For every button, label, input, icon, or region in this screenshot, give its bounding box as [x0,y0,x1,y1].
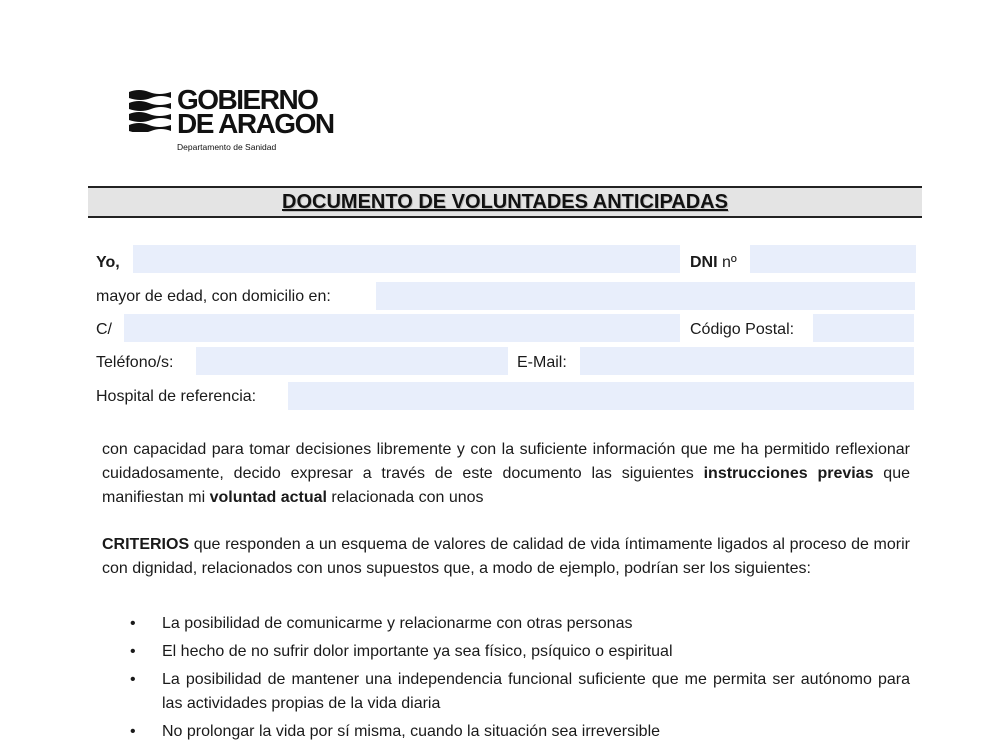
logo-line-1: GOBIERNO [177,84,318,115]
email-label: E-Mail: [517,354,567,371]
domicilio-label: mayor de edad, con domicilio en: [96,288,331,305]
criteria-list [130,612,910,748]
list-item: • El hecho de no sufrir dolor importante ya sea físico, psíquico o espiritual [130,640,910,664]
document-title: DOCUMENTO DE VOLUNTADES ANTICIPADAS [282,191,728,213]
hospital-label: Hospital de referencia: [96,388,257,405]
dni-field[interactable] [750,245,916,273]
telefono-field[interactable] [196,347,508,375]
calle-label: C/ [96,321,112,338]
aragon-stripes-icon [127,88,174,132]
email-field[interactable] [580,347,914,375]
hospital-field[interactable] [288,382,914,410]
name-field[interactable] [133,245,680,273]
logo-line-2: DE ARAGON [177,108,334,139]
logo-subtitle: Departamento de Sanidad [177,142,277,152]
gobierno-aragon-logo [127,86,357,156]
codigo-postal-field[interactable] [813,314,914,342]
intro-paragraph: con capacidad para tomar decisiones libremente y con la suficiente información que me ha permitido reflexionar cuidadosamente, decido expresar a través de este documento las siguientes instrucciones previas que manifiestan mi voluntad actual relacionada con unos [102,441,910,506]
list-item: • La posibilidad de comunicarme y relacionarme con otras personas [130,612,910,636]
calle-field[interactable] [124,314,680,342]
document-title-bar [88,186,922,218]
yo-label: Yo, [96,254,120,271]
list-item: • No prolongar la vida por sí misma, cuando la situación sea irreversible [130,720,910,744]
criterios-paragraph: CRITERIOS que responden a un esquema de valores de calidad de vida íntimamente ligados al proceso de morir con dignidad, relacionados con unos supuestos que, a modo de ejemplo, podrían ser los siguientes: [102,536,910,577]
codigo-postal-label: Código Postal: [690,321,795,338]
dni-label: DNI nº [690,254,737,271]
list-item: • La posibilidad de mantener una independencia funcional suficiente que me permita ser autónomo para las actividades propias de la vida diaria [130,668,910,716]
telefono-label: Teléfono/s: [96,354,174,371]
domicilio-field[interactable] [376,282,915,310]
